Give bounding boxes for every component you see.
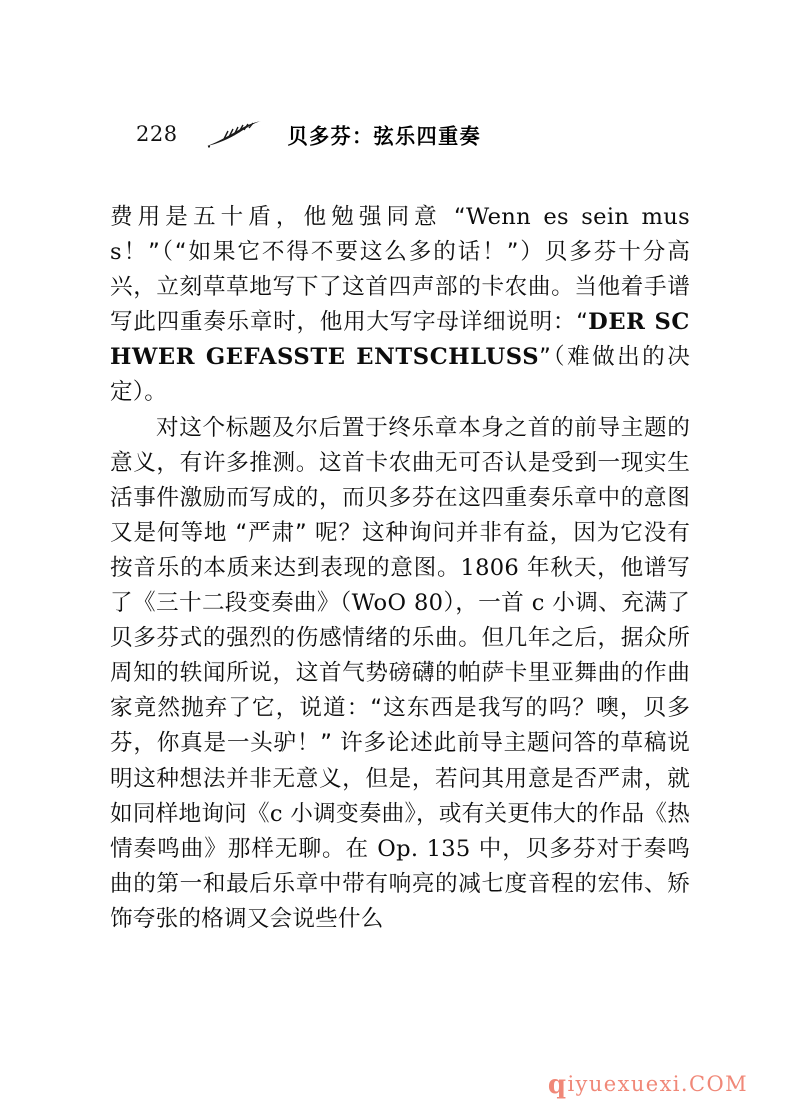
latin-run: WoO 80 xyxy=(351,590,444,617)
page-number: 228 xyxy=(136,121,178,146)
body-text-block xyxy=(110,200,690,937)
watermark-text: iyuexuexi.COM xyxy=(567,1072,748,1096)
leaf-flourish-ornament xyxy=(204,119,266,149)
latin-run: c xyxy=(269,800,283,827)
paragraph: 费用是五十盾，他勉强同意 “Wenn es sein muss！”（“如果它不得不要这么多的话！”）贝多芬十分高兴，立刻草草地写下了这首四声部的卡农曲。当他着手谱写此四重奏乐章时，他用大写字母详细说明：“DER SCHWER GEFASSTE ENTSCHLUSS”（难做出的决定）。 xyxy=(110,204,691,406)
latin-run: DER SCHWER GEFASSTE ENTSCHLUSS xyxy=(110,309,690,371)
latin-run: 1806 xyxy=(460,554,520,581)
latin-run: Wenn es sein muss xyxy=(110,204,691,266)
header-title: 贝多芬：弦乐四重奏 xyxy=(287,122,482,149)
page-header xyxy=(0,112,794,156)
latin-run: c xyxy=(531,590,545,617)
site-watermark xyxy=(548,1072,748,1098)
latin-run: Op. 135 xyxy=(377,835,471,862)
watermark-initial: q xyxy=(547,1070,568,1100)
paragraph: 对这个标题及尔后置于终乐章本身之首的前导主题的意义，有许多推测。这首卡农曲无可否认是受到一现实生活事件激励而写成的，而贝多芬在这四重奏乐章中的意图又是何等地 “严肃” 呢？这种询问并非有益，因为它没有按音乐的本质来达到表现的意图。1806 年秋天，他谱写了《三十二段变奏曲》（WoO 80），一首 c 小调、充满了贝多芬式的强烈的伤感情绪的乐曲。但几年之后，据众所周知的轶闻所说，这首气势磅礴的帕萨卡里亚舞曲的作曲家竟然抛弃了它，说道：“这东西是我写的吗？噢，贝多芬，你真是一头驴！” 许多论述此前导主题问答的草稿说明这种想法并非无意义，但是，若问其用意是否严肃，就如同样地询问《c 小调变奏曲》，或有关更伟大的作品《热情奏鸣曲》那样无聊。在 Op. 135 中，贝多芬对于奏鸣曲的第一和最后乐章中带有响亮的减七度音程的宏伟、矫饰夸张的格调又会说些什么 xyxy=(110,414,691,932)
